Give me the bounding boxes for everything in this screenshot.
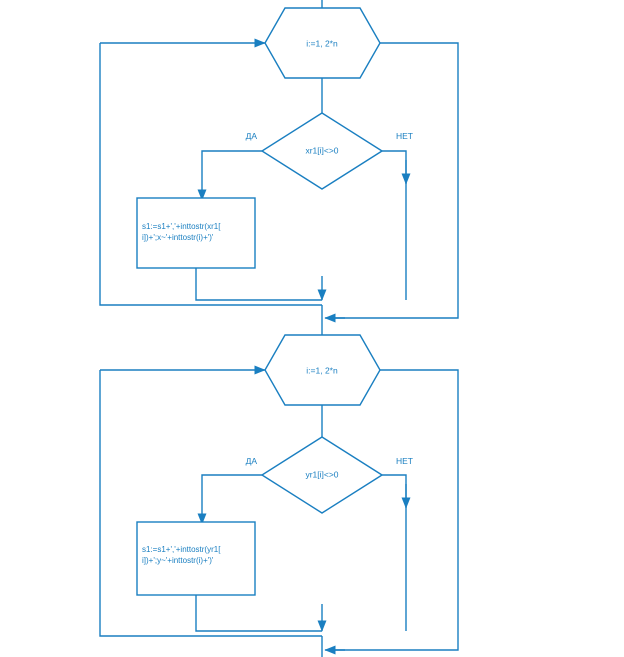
conn-decision1-no [382, 151, 406, 300]
loopback-rail-right-2 [332, 370, 458, 650]
decision-1-no-label: НЕТ [396, 131, 413, 141]
decision-1-label: xr1[i]<>0 [305, 145, 339, 156]
decision-1-yes-label: ДА [245, 131, 257, 141]
decision-2-yes-label: ДА [245, 456, 257, 466]
conn-proc2-merge [196, 595, 322, 631]
conn-decision2-yes [202, 475, 262, 524]
process-1-line1: s1:=s1+','+inttostr(xr1[ [142, 222, 221, 231]
process-2-line2: i])+';y~'+inttostr(i)+')' [142, 556, 214, 565]
loop-2-label: i:=1, 2*n [306, 365, 338, 376]
loopback-rail-right-1 [332, 43, 458, 318]
loop-1-label: i:=1, 2*n [306, 38, 338, 49]
conn-decision1-yes [202, 151, 262, 200]
process-2-line1: s1:=s1+','+inttostr(yr1[ [142, 545, 221, 554]
process-1-line2: i])+';x~'+inttostr(i)+')' [142, 233, 214, 242]
conn-decision2-no [382, 475, 406, 631]
loopback-rail-left-2 [100, 370, 322, 636]
conn-proc1-merge [196, 268, 322, 300]
decision-2-no-label: НЕТ [396, 456, 413, 466]
decision-2-label: yr1[i]<>0 [305, 469, 339, 480]
